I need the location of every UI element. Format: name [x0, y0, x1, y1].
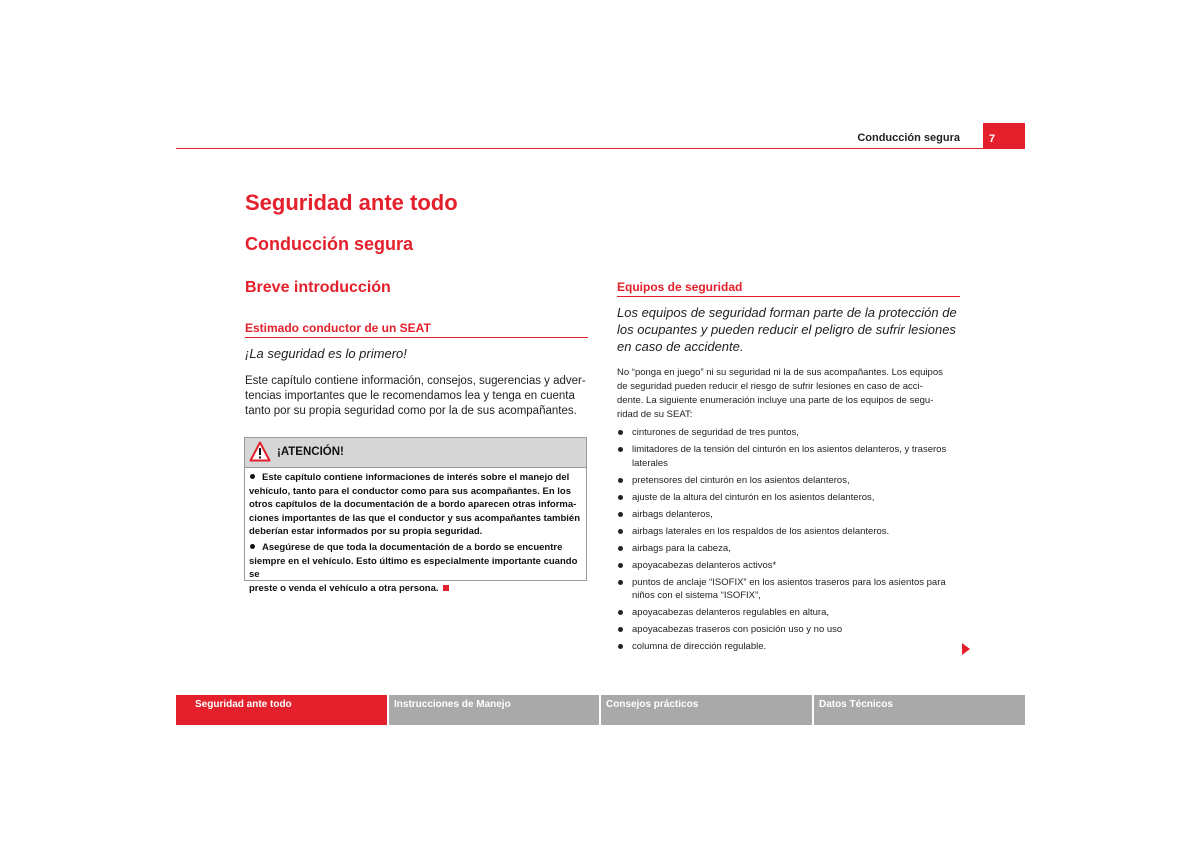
list-item: limitadores de la tensión del cinturón en los asientos delanteros, y traseros laterales — [617, 443, 965, 470]
section-title: Conducción segura — [245, 234, 414, 254]
list-item: apoyacabezas delanteros activos* — [617, 559, 965, 573]
list-item: airbags delanteros, — [617, 508, 965, 522]
warning-box — [244, 437, 587, 594]
warning-text-line: preste o venda el vehículo a otra persona. — [249, 582, 439, 594]
list-item: pretensores del cinturón en los asientos delanteros, — [617, 474, 965, 488]
list-item: airbags para la cabeza, — [617, 542, 965, 556]
warning-body — [245, 468, 586, 600]
right-subheading: Equipos de seguridad — [617, 280, 960, 297]
list-item: columna de dirección regulable. — [617, 640, 965, 654]
page-title: Seguridad ante todo — [245, 190, 458, 215]
right-paragraph-line: No “ponga en juego” ni su seguridad ni la de sus acompañantes. Los equipos — [617, 367, 943, 378]
footer-tab-consejos[interactable]: Consejos prácticos — [601, 695, 812, 725]
warning-text-line: deberían estar informados por su propia seguridad. — [249, 526, 483, 538]
warning-text-line: siempre en el vehículo. Esto último es especialmente importante cuando se — [249, 555, 578, 581]
right-intro — [617, 304, 962, 355]
bullet-icon — [250, 474, 255, 479]
page-number — [983, 123, 1025, 149]
left-subheading: Estimado conductor de un SEAT — [245, 321, 588, 338]
warning-item — [249, 541, 582, 595]
footer-tab-instrucciones[interactable]: Instrucciones de Manejo — [389, 695, 599, 725]
end-marker-icon — [443, 585, 449, 591]
footer-tab-seguridad[interactable]: Seguridad ante todo — [176, 695, 387, 725]
left-paragraph-line: tencias importantes que le recomendamos lea y tenga en cuenta — [245, 390, 575, 402]
left-italic-line: ¡La seguridad es lo primero! — [245, 346, 407, 361]
warning-text-line: ciones importantes de las que el conductor y sus acompañantes también — [249, 512, 581, 524]
list-item: airbags laterales en los respaldos de los asientos delanteros. — [617, 525, 965, 539]
left-paragraph-line: tanto por su propia seguridad como por la de sus acompañantes. — [245, 405, 577, 417]
header-section-title: Conducción segura — [857, 132, 960, 144]
footer-tab-datos[interactable]: Datos Técnicos — [814, 695, 1025, 725]
footer-nav — [176, 695, 1025, 725]
safety-equipment-list — [617, 426, 965, 657]
right-paragraph-line: dente. La siguiente enumeración incluye una parte de los equipos de segu- — [617, 395, 934, 406]
subsection-title: Breve introducción — [245, 279, 391, 296]
list-item: apoyacabezas delanteros regulables en altura, — [617, 606, 965, 620]
right-intro-line: Los equipos de seguridad forman parte de la protección de — [617, 305, 957, 320]
left-paragraph-line: Este capítulo contiene información, consejos, sugerencias y adver- — [245, 375, 586, 387]
right-paragraph — [617, 366, 962, 422]
page-number-label: 7 — [989, 133, 996, 145]
list-item: ajuste de la altura del cinturón en los asientos delanteros, — [617, 491, 965, 505]
warning-header — [245, 438, 586, 468]
warning-title: ¡ATENCIÓN! — [277, 446, 344, 458]
warning-text-line: vehículo, tanto para el conductor como para sus acompañantes. En los — [249, 485, 572, 497]
left-paragraph — [245, 374, 590, 419]
list-item: cinturones de seguridad de tres puntos, — [617, 426, 965, 440]
warning-text-line: Este capítulo contiene informaciones de interés sobre el manejo del — [262, 472, 570, 483]
header-rule — [176, 148, 1025, 149]
next-page-arrow-icon[interactable] — [962, 643, 970, 655]
right-paragraph-line: de seguridad pueden reducir el riesgo de sufrir lesiones en caso de acci- — [617, 381, 923, 392]
right-intro-line: los ocupantes y pueden reducir el peligro de sufrir lesiones — [617, 322, 956, 337]
bullet-icon — [250, 544, 255, 549]
list-item: apoyacabezas traseros con posición uso y no uso — [617, 623, 965, 637]
warning-text-line: Asegúrese de que toda la documentación de a bordo se encuentre — [262, 541, 563, 553]
warning-item — [249, 471, 582, 539]
right-intro-line: en caso de accidente. — [617, 339, 744, 354]
warning-text-line: otros capítulos de la documentación de a bordo aparecen otras informa- — [249, 499, 577, 511]
list-item: puntos de anclaje “ISOFIX” en los asientos traseros para los asientos para niños con el sistema “ISOFIX”, — [617, 576, 965, 603]
warning-triangle-icon — [249, 441, 271, 467]
right-paragraph-line: ridad de su SEAT: — [617, 409, 693, 420]
